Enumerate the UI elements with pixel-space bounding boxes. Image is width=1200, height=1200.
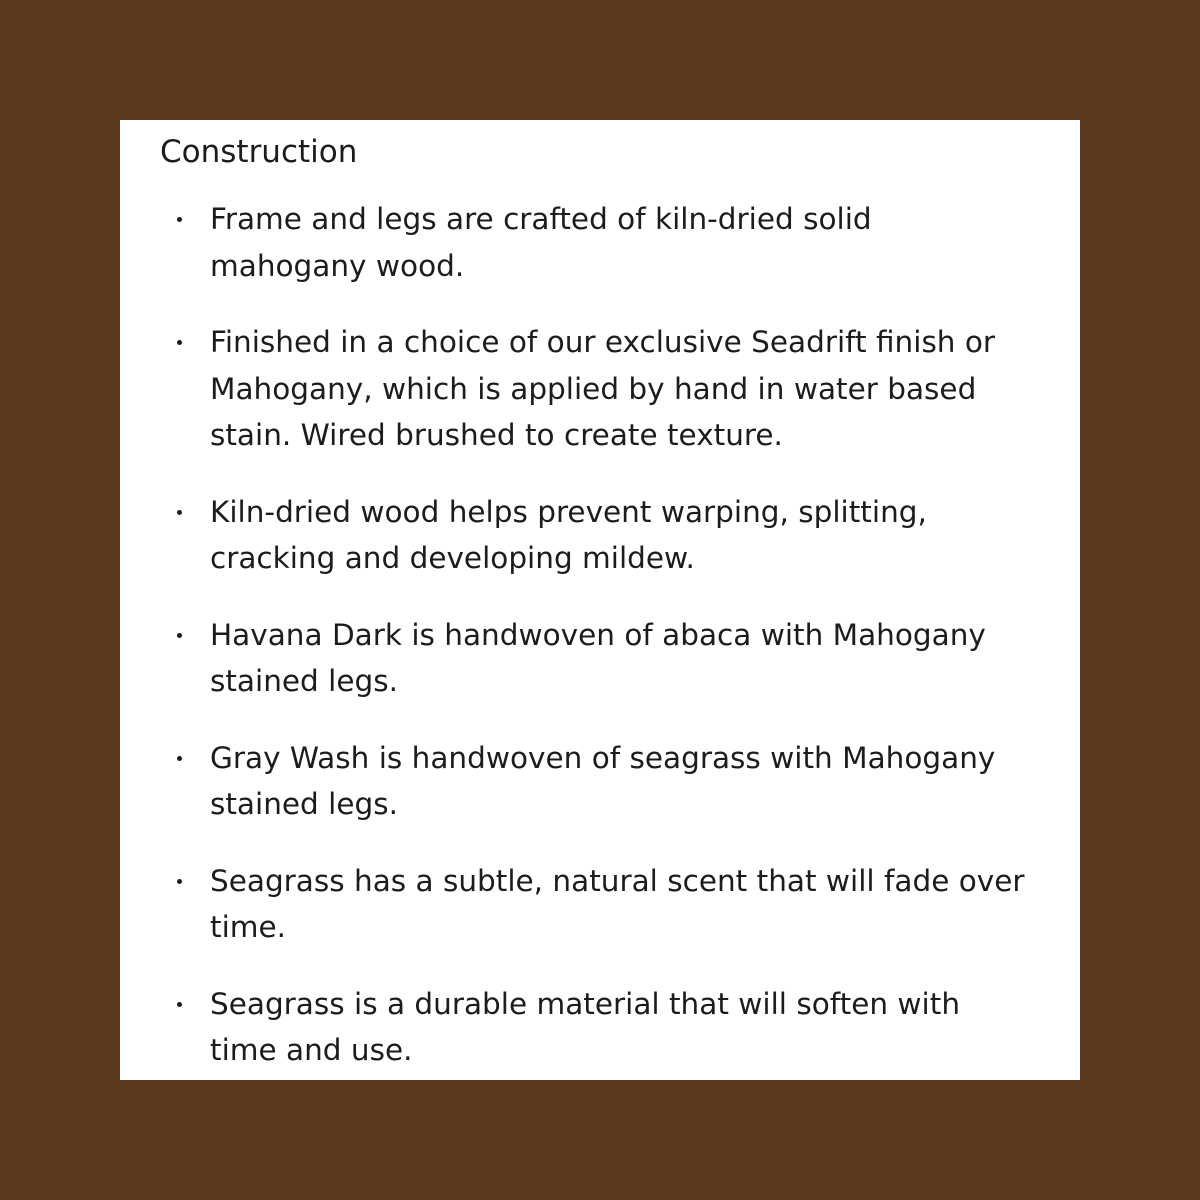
list-item (120, 858, 1080, 951)
list-item-text: Seagrass has a subtle, natural scent that will fade over time. (210, 863, 1025, 944)
bullet-icon (177, 1002, 182, 1007)
list-item-text: Havana Dark is handwoven of abaca with Mahogany stained legs. (210, 617, 986, 698)
bullet-icon (177, 510, 182, 515)
list-item (120, 735, 1080, 828)
list-item (120, 196, 1080, 289)
construction-list (120, 196, 1080, 1080)
list-item (120, 489, 1080, 582)
bullet-icon (177, 340, 182, 345)
bullet-icon (177, 633, 182, 638)
list-item-text: Finished in a choice of our exclusive Seadrift finish or Mahogany, which is applied by hand in water based stain. Wired brushed to create texture. (210, 325, 996, 452)
list-item (120, 319, 1080, 459)
construction-panel (120, 120, 1080, 1080)
section-title: Construction (160, 134, 358, 170)
list-item (120, 981, 1080, 1074)
list-item-text: Seagrass is a durable material that will soften with time and use. (210, 986, 961, 1067)
list-item (120, 612, 1080, 705)
list-item-text: Kiln-dried wood helps prevent warping, splitting, cracking and developing mildew. (210, 494, 927, 575)
bullet-icon (177, 756, 182, 761)
list-item-text: Gray Wash is handwoven of seagrass with Mahogany stained legs. (210, 740, 996, 821)
list-item-text: Frame and legs are crafted of kiln-dried solid mahogany wood. (210, 202, 872, 283)
bullet-icon (177, 217, 182, 222)
bullet-icon (177, 879, 182, 884)
